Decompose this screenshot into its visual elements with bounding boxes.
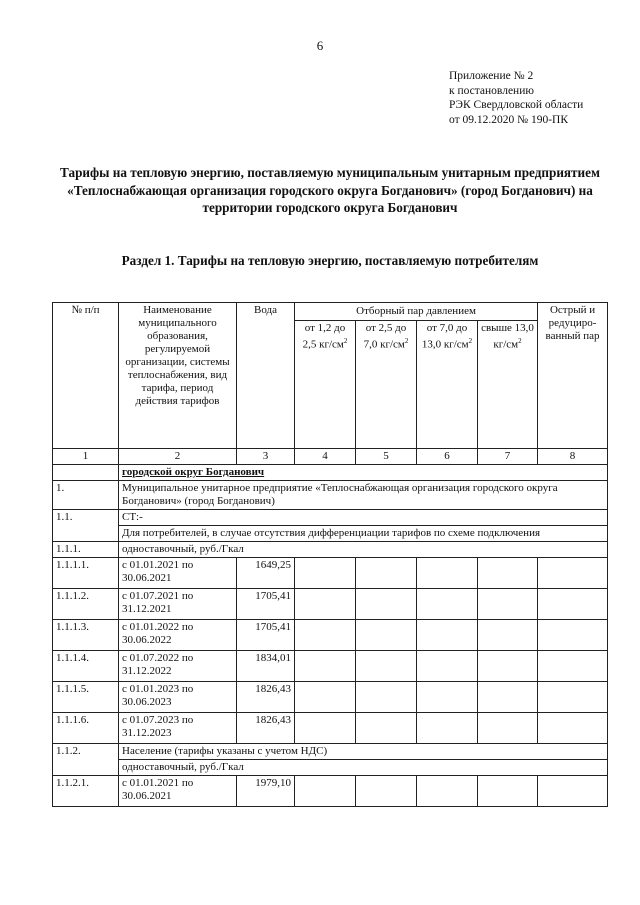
header-pressure-group: Отборный пар давлением: [295, 303, 538, 321]
water-tariff: 1834,01: [237, 651, 295, 682]
empty-cell: [478, 682, 538, 713]
group-name: Население (тарифы указаны с учетом НДС): [119, 744, 608, 760]
row-num: 1.1.1.4.: [53, 651, 119, 682]
consumers-note-row: [53, 526, 608, 542]
tariff-row: [53, 589, 608, 620]
empty-cell: [538, 682, 608, 713]
group-name: одноставочный, руб./Гкал: [119, 542, 608, 558]
empty-cell: [417, 651, 478, 682]
empty-cell: [356, 558, 417, 589]
row-num: 1.1.1.3.: [53, 620, 119, 651]
empty-cell: [478, 558, 538, 589]
header-pressure-4: свыше 13,0 $кг/см^2$: [478, 321, 538, 449]
column-number: 1: [53, 449, 119, 465]
row-num: 1.1.2.1.: [53, 776, 119, 807]
header-pressure-3: от 7,0 до 13,0 $кг/см^2$: [417, 321, 478, 449]
group-subrow: [53, 760, 608, 776]
water-tariff: 1705,41: [237, 620, 295, 651]
column-number: 8: [538, 449, 608, 465]
municipality-row: [53, 465, 608, 481]
appendix-line: Приложение № 2: [449, 70, 534, 82]
row-num: 1.1.: [53, 510, 119, 542]
empty-cell: [478, 651, 538, 682]
column-number: 7: [478, 449, 538, 465]
tariff-row: [53, 713, 608, 744]
water-tariff: 1826,43: [237, 713, 295, 744]
row-num: 1.1.1.1.: [53, 558, 119, 589]
empty-cell: [478, 776, 538, 807]
page-number: 6: [316, 38, 324, 53]
tariff-table: [52, 302, 608, 807]
appendix-line: РЭК Свердловской области: [449, 99, 584, 111]
empty-cell: [295, 589, 356, 620]
empty-cell: [478, 713, 538, 744]
empty-cell: [356, 620, 417, 651]
section-title: Раздел 1. Тарифы на тепловую энергию, поставляемую потребителям: [121, 253, 539, 268]
document-title: Тарифы на тепловую энергию, поставляемую муниципальным унитарным предприятием «Теплоснабжающая организация городского округа Богданович» (город Богданович) на территории городского округа Богданович: [60, 165, 600, 215]
consumers-note: Для потребителей, в случае отсутствия дифференциации тарифов по схеме подключения: [119, 526, 608, 542]
empty-cell: [417, 713, 478, 744]
empty-cell: [478, 620, 538, 651]
municipality-name: городской округ Богданович: [119, 465, 608, 481]
empty-cell: [356, 651, 417, 682]
header-water: Вода: [237, 303, 295, 449]
header-name: Наименование муниципального образования, регулируемой организации, системы теплоснабжения, вид тарифа, период действия тарифов: [119, 303, 237, 449]
empty-cell: [295, 651, 356, 682]
tariff-period: с 01.01.2021 по 30.06.2021: [119, 776, 237, 807]
header-pressure-1: от 1,2 до 2,5 $кг/см^2$: [295, 321, 356, 449]
column-number: 4: [295, 449, 356, 465]
tariff-period: с 01.01.2022 по 30.06.2022: [119, 620, 237, 651]
empty-cell: [417, 776, 478, 807]
header-row: [53, 303, 608, 321]
column-number: 3: [237, 449, 295, 465]
row-num: 1.1.2.: [53, 744, 119, 776]
system-name: СТ:-: [119, 510, 608, 526]
water-tariff: 1705,41: [237, 589, 295, 620]
row-num: 1.1.1.6.: [53, 713, 119, 744]
empty-cell: [295, 713, 356, 744]
empty-cell: [417, 682, 478, 713]
tariff-row: [53, 558, 608, 589]
organization-row: [53, 481, 608, 510]
tariff-row: [53, 651, 608, 682]
tariff-row: [53, 620, 608, 651]
empty-cell: [295, 620, 356, 651]
empty-cell: [538, 620, 608, 651]
empty-cell: [295, 682, 356, 713]
group-row: [53, 744, 608, 760]
empty-cell: [538, 713, 608, 744]
row-num: 1.1.1.5.: [53, 682, 119, 713]
empty-cell: [295, 776, 356, 807]
tariff-period: с 01.07.2022 по 31.12.2022: [119, 651, 237, 682]
tariff-row: [53, 776, 608, 807]
appendix-line: от 09.12.2020 № 190-ПК: [449, 113, 569, 126]
empty-cell: [295, 558, 356, 589]
row-num: 1.: [53, 481, 119, 510]
appendix-line: к постановлению: [449, 84, 534, 97]
empty-cell: [478, 589, 538, 620]
row-num: 1.1.1.: [53, 542, 119, 558]
water-tariff: 1979,10: [237, 776, 295, 807]
empty-cell: [356, 776, 417, 807]
empty-cell: [538, 558, 608, 589]
tariff-period: с 01.07.2021 по 31.12.2021: [119, 589, 237, 620]
empty-cell: [356, 713, 417, 744]
empty-cell: [417, 558, 478, 589]
empty-cell: [538, 776, 608, 807]
column-number: 2: [119, 449, 237, 465]
tariff-period: с 01.01.2023 по 30.06.2023: [119, 682, 237, 713]
tariff-period: с 01.01.2021 по 30.06.2021: [119, 558, 237, 589]
header-pressure-2: от 2,5 до 7,0 $кг/см^2$: [356, 321, 417, 449]
water-tariff: 1826,43: [237, 682, 295, 713]
empty-cell: [417, 589, 478, 620]
empty-cell: [538, 589, 608, 620]
header-num: № п/п: [53, 303, 119, 449]
empty-cell: [538, 651, 608, 682]
tariff-period: с 01.07.2023 по 31.12.2023: [119, 713, 237, 744]
appendix-block: [449, 69, 583, 127]
water-tariff: 1649,25: [237, 558, 295, 589]
empty-cell: [356, 682, 417, 713]
empty-cell: [417, 620, 478, 651]
column-number: 6: [417, 449, 478, 465]
system-row: [53, 510, 608, 526]
header-sharp-steam: Острый и редуциро-ванный пар: [538, 303, 608, 449]
empty-cell: [356, 589, 417, 620]
group-subname: одноставочный, руб./Гкал: [119, 760, 608, 776]
column-number: 5: [356, 449, 417, 465]
group-row: [53, 542, 608, 558]
row-num: 1.1.1.2.: [53, 589, 119, 620]
organization-name: Муниципальное унитарное предприятие «Теплоснабжающая организация городского округа Богданович» (город Богданович): [119, 481, 608, 510]
tariff-row: [53, 682, 608, 713]
column-number-row: [53, 449, 608, 465]
